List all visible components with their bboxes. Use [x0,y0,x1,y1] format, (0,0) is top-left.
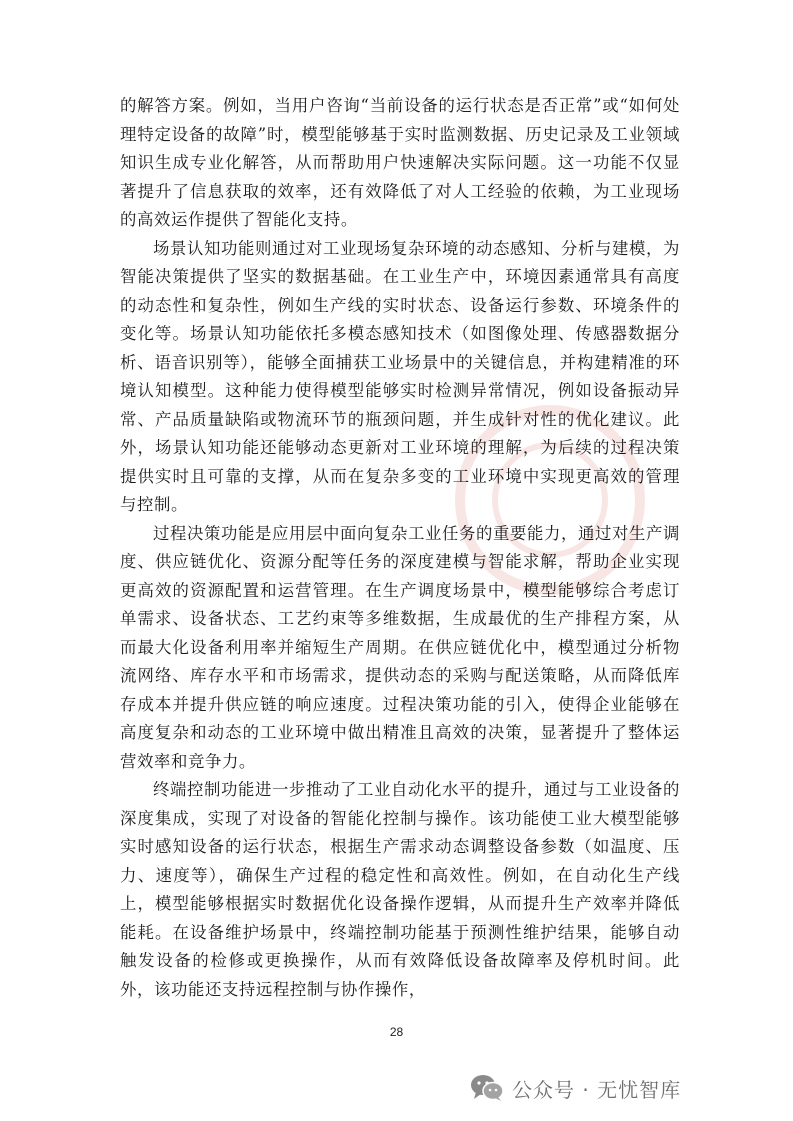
wechat-icon [470,1074,504,1102]
wechat-watermark [470,1068,681,1108]
paragraph-3: 过程决策功能是应用层中面向复杂工业任务的重要能力，通过对生产调度、供应链优化、资源分配等任务的深度建模与智能求解，帮助企业实现更高效的资源配置和运营管理。在生产调度场景中，模型能够综合考虑订单需求、设备状态、工艺约束等多维数据，生成最优的生产排程方案，从而最大化设备利用率并缩短生产周期。在供应链优化中，模型通过分析物流网络、库存水平和市场需求，提供动态的采购与配送策略，从而降低库存成本并提升供应链的响应速度。过程决策功能的引入，使得企业能够在高度复杂和动态的工业环境中做出精准且高效的决策，显著提升了整体运营效率和竞争力。 [120,523,680,771]
document-body [120,92,680,1004]
paragraph-2: 场景认知功能则通过对工业现场复杂环境的动态感知、分析与建模，为智能决策提供了坚实的数据基础。在工业生产中，环境因素通常具有高度的动态性和复杂性，例如生产线的实时状态、设备运行参数、环境条件的变化等。场景认知功能依托多模态感知技术（如图像处理、传感器数据分析、语音识别等），能够全面捕获工业场景中的关键信息，并构建精准的环境认知模型。这种能力使得模型能够实时检测异常情况，例如设备振动异常、产品质量缺陷或物流环节的瓶颈问题，并生成针对性的优化建议。此外，场景认知功能还能够动态更新对工业环境的理解，为后续的过程决策提供实时且可靠的支撑，从而在复杂多变的工业环境中实现更高效的管理与控制。 [120,238,680,514]
page-number: 28 [389,1025,404,1039]
paragraph-1: 的解答方案。例如，当用户咨询“当前设备的运行状态是否正常”或“如何处理特定设备的故障”时，模型能够基于实时监测数据、历史记录及工业领域知识生成专业化解答，从而帮助用户快速解决实际问题。这一功能不仅显著提升了信息获取的效率，还有效降低了对人工经验的依赖，为工业现场的高效运作提供了智能化支持。 [120,96,680,229]
watermark-label: 公众号 · 无忧智库 [512,1077,682,1102]
paragraph-4: 终端控制功能进一步推动了工业自动化水平的提升，通过与工业设备的深度集成，实现了对设备的智能化控制与操作。该功能使工业大模型能够实时感知设备的运行状态，根据生产需求动态调整设备参数（如温度、压力、速度等），确保生产过程的稳定性和高效性。例如，在自动化生产线上，模型能够根据实时数据优化设备操作逻辑，从而提升生产效率并降低能耗。在设备维护场景中，终端控制功能基于预测性维护结果，能够自动触发设备的检修或更换操作，从而有效降低设备故障率及停机时间。此外，该功能还支持远程控制与协作操作， [120,780,680,999]
